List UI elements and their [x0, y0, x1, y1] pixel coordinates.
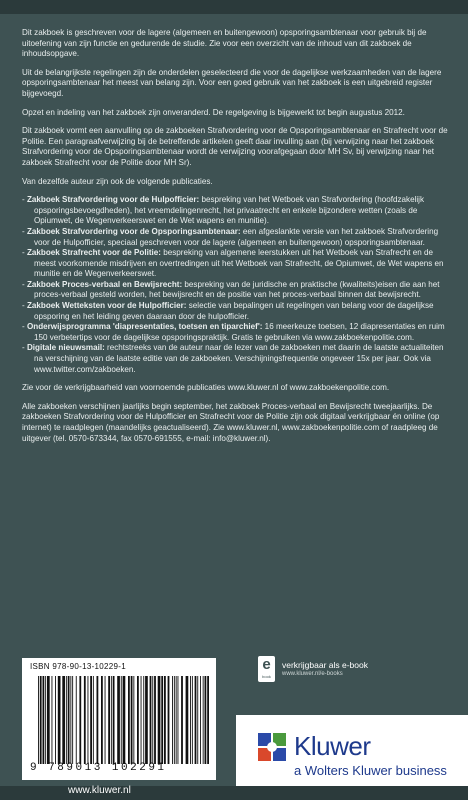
- publication-item: - Zakboek Wetteksten voor de Hulpofficier: selectie van bepalingen uit regelingen van belang voor de dagelijkse opsporing en het leiding geven daaraan door de hulpofficier.: [22, 301, 434, 321]
- publication-title: Zakboek Strafvordering voor de Hulpofficier:: [26, 195, 200, 205]
- ean-number: 9 789013 102291: [30, 762, 167, 774]
- barcode-bar: [66, 676, 67, 764]
- barcode-bar: [70, 676, 71, 764]
- publication-item: - Zakboek Strafrecht voor de Politie: bespreking van algemene leerstukken uit het Wetboek van Strafrecht en de meest voorkomende misdrijven en overtredingen uit het Wetboek van Strafrecht, de Opiumwet, de Wet wapens en munitie en de Wegenverkeerswet.: [22, 248, 444, 279]
- barcode-bar: [45, 676, 46, 764]
- publications-intro: Van dezelfde auteur zijn ook de volgende publicaties.: [22, 176, 213, 186]
- barcode-bar: [178, 676, 179, 764]
- barcode-bar: [150, 676, 152, 764]
- top-band: [0, 0, 468, 14]
- publication-title: Onderwijsprogramma 'diapresentaties, toetsen en tiparchief':: [26, 322, 263, 332]
- ebook-icon-letter: e: [262, 656, 271, 673]
- barcode-bar: [76, 676, 77, 764]
- barcode-bar: [186, 676, 189, 764]
- publication-title: Digitale nieuwsmail:: [26, 343, 105, 353]
- barcode-bar: [131, 676, 133, 764]
- barcode-bar: [84, 676, 86, 764]
- barcode-bar: [88, 676, 89, 764]
- barcode: [38, 676, 210, 764]
- barcode-bar: [128, 676, 130, 764]
- barcode-bar: [113, 676, 115, 764]
- barcode-bar: [58, 676, 61, 764]
- website-url: www.kluwer.nl: [68, 785, 131, 796]
- cover-text: [22, 28, 452, 452]
- publication-item: - Zakboek Strafvordering voor de Opsporingsambtenaar: een afgeslankte versie van het zakboek Strafvordering voor de Hulpofficier, speciaal geschreven voor de lagere (algemeen en buitengewoon) opsporingsambtenaar.: [22, 226, 439, 247]
- publication-title: Zakboek Strafrecht voor de Politie:: [26, 248, 161, 258]
- barcode-bar: [137, 676, 139, 764]
- barcode-bar: [164, 676, 166, 764]
- barcode-bar: [197, 676, 198, 764]
- publication-item: - Onderwijsprogramma 'diapresentaties, toetsen en tiparchief': 16 meerkeuze toetsen, 12 diapresentaties en ruim 150 verbetertips voor de dagelijkse opsporingspraktijk. Gratis te gebruiken via www.zakboekenpolitie.com.: [22, 322, 445, 342]
- publication-text: een afgeslankte versie van het zakboek Strafvordering voor de Hulpofficier, speciaal geschreven voor de lagere (algemeen en buitengewoon) opsporingsambtenaar.: [34, 226, 439, 247]
- kluwer-logo-icon: [258, 733, 286, 761]
- publication-item: - Digitale nieuwsmail: rechtstreeks van de auteur naar de lezer van de zakboeken met daarin de laatste actualiteiten na verschijning van de laatste editie van de zakboeken. Verschijningsfrequentie ongeveer 15x per jaar. Ook via www.twitter.com/zakboeken.: [22, 343, 444, 374]
- barcode-bar: [143, 676, 144, 764]
- barcode-bar: [168, 676, 170, 764]
- barcode-bar: [205, 676, 207, 764]
- ebook-icon-label: book: [262, 674, 271, 679]
- publication-title: Zakboek Strafvordering voor de Opsporingsambtenaar:: [26, 226, 241, 236]
- publisher-tagline: a Wolters Kluwer business: [294, 763, 447, 778]
- intro-paragraph-1: Dit zakboek is geschreven voor de lagere (algemeen en buitengewoon) opsporingsambtenaar voor gebruik bij de uitoefening van zijn functie en gedurende de studie. Zie voor een overzicht van de inhoud van dit zakboek de inhoudsopgave.: [22, 28, 427, 59]
- intro-paragraph-2: Uit de belangrijkste regelingen zijn de onderdelen geselecteerd die voor de dagelijkse werkzaamheden van de lagere opsporingsambtenaar het meest van belang zijn. Voor een goed gebruik van het zakboek is een uitgebreid register bijgevoegd.: [22, 67, 442, 98]
- ebook-notice: [258, 656, 458, 686]
- intro-paragraph-4: Dit zakboek vormt een aanvulling op de zakboeken Strafvordering voor de Opsporingsambtenaar en Strafrecht voor de Politie. Een paragraafverwijzing bij de betreffende artikelen geeft daar invulling aan (bij verwijzing naar het zakboek Strafvordering voor de Opsporingsambtenaar wordt de verwijzing voorafgegaan door MH Sv, bij verwijzing naar het zakboek Strafrecht voor de Politie door MH Sr).: [22, 126, 448, 167]
- barcode-bar: [47, 676, 50, 764]
- publications-list: [22, 195, 452, 375]
- barcode-bar: [43, 676, 45, 764]
- barcode-bar: [192, 676, 193, 764]
- publication-text: bespreking van de juridische en praktische (kwaliteits)eisen die aan het proces-verbaal gesteld worden, het bewijsrecht en de positie van het proces-verbaal binnen dat bewijsrecht.: [34, 279, 440, 300]
- publication-text: 16 meerkeuze toetsen, 12 diapresentaties en ruim 150 verbetertips voor de dagelijkse opsporingspraktijk. Gratis te gebruiken via www.zakboekenpolitie.com.: [34, 322, 445, 342]
- publication-item: - Zakboek Proces-verbaal en Bewijsrecht: bespreking van de juridische en praktische (kwaliteits)eisen die aan het proces-verbaal gesteld worden, het bewijsrecht en de positie van het proces-verbaal binnen dat bewijsrecht.: [22, 279, 440, 300]
- publication-title: Zakboek Proces-verbaal en Bewijsrecht:: [26, 279, 183, 289]
- outro-paragraph-2: Alle zakboeken verschijnen jaarlijks begin september, het zakboek Proces-verbaal en Bewijsrecht tweejaarlijks. De zakboeken Strafvordering voor de Hulpofficier en Strafrecht voor de Politie zijn ook digitaal verkrijgbaar én online (op internet) te raadplegen (maandelijks geactualiseerd). Zie www.kluwer.nl, www.zakboekenpolitie.com of raadpleeg de uitgever (tel. 0570-673344, fax 0570-691555, e-mail: info@kluwer.nl).: [22, 401, 440, 443]
- barcode-bar: [72, 676, 73, 764]
- barcode-bar: [195, 676, 197, 764]
- barcode-bar: [55, 676, 56, 764]
- barcode-bar: [101, 676, 103, 764]
- barcode-bar: [123, 676, 126, 764]
- publication-text: bespreking van het Wetboek van Strafvordering (hoofdzakelijk opsporingsbevoegdheden), het vreemdelingenrecht, het privaatrecht en enkele bijzondere wetten (zoals de Opiumwet, de Wegenverkeerswet en de Wet wapens en munitie).: [34, 195, 425, 226]
- barcode-bar: [176, 676, 177, 764]
- barcode-bar: [190, 676, 191, 764]
- barcode-bar: [93, 676, 94, 764]
- barcode-bar: [38, 676, 39, 764]
- barcode-bar: [158, 676, 161, 764]
- ebook-url: www.kluwer.nl/e-books: [282, 671, 343, 677]
- barcode-bar: [52, 676, 53, 764]
- intro-paragraph-3: Opzet en indeling van het zakboek zijn onveranderd. De regelgeving is bijgewerkt tot begin augustus 2012.: [22, 107, 405, 117]
- ebook-icon: [258, 656, 275, 682]
- barcode-bar: [40, 676, 42, 764]
- publisher-name: Kluwer: [294, 731, 371, 761]
- barcode-bar: [203, 676, 204, 764]
- barcode-bar: [97, 676, 99, 764]
- barcode-bar: [200, 676, 201, 764]
- barcode-bar: [161, 676, 163, 764]
- barcode-bar: [111, 676, 112, 764]
- publication-item: - Zakboek Strafvordering voor de Hulpofficier: bespreking van het Wetboek van Strafvordering (hoofdzakelijk opsporingsbevoegdheden), het vreemdelingenrecht, het privaatrecht en enkele bijzondere wetten (zoals de Opiumwet, de Wegenverkeerswet en de Wet wapens en munitie).: [22, 195, 425, 226]
- barcode-bar: [172, 676, 173, 764]
- barcode-bar: [108, 676, 110, 764]
- barcode-bar: [105, 676, 106, 764]
- publication-text: rechtstreeks van de auteur naar de lezer van de zakboeken met daarin de laatste actualiteiten na verschijning van de laatste editie van de zakboeken. Verschijningsfrequentie ongeveer 15x per jaar. Ook via www.twitter.com/zakboeken.: [34, 343, 444, 374]
- barcode-bar: [68, 676, 70, 764]
- barcode-bar: [121, 676, 122, 764]
- publication-text: selectie van bepalingen uit regelingen van belang voor de dagelijkse opsporing en het leiding geven daaraan door de hulpofficier.: [34, 301, 434, 321]
- ebook-title: verkrijgbaar als e-book: [282, 660, 368, 670]
- barcode-bar: [207, 676, 209, 764]
- barcode-bar: [154, 676, 156, 764]
- barcode-bar: [181, 676, 183, 764]
- barcode-bar: [141, 676, 142, 764]
- barcode-bar: [90, 676, 92, 764]
- barcode-bar: [152, 676, 153, 764]
- barcode-bar: [133, 676, 134, 764]
- isbn-label: ISBN 978-90-13-10229-1: [30, 662, 126, 671]
- barcode-bar: [145, 676, 148, 764]
- publication-text: bespreking van algemene leerstukken uit het Wetboek van Strafrecht en de meest voorkomende misdrijven en overtredingen uit het Wetboek van Strafrecht, de Opiumwet, de Wet wapens en munitie en de Wegenverkeerswet.: [34, 248, 444, 279]
- barcode-panel: [22, 658, 216, 780]
- publication-title: Zakboek Wetteksten voor de Hulpofficier:: [26, 301, 187, 311]
- barcode-bar: [79, 676, 81, 764]
- barcode-bar: [174, 676, 175, 764]
- barcode-bar: [62, 676, 65, 764]
- outro-paragraph-1: Zie voor de verkrijgbaarheid van voornoemde publicaties www.kluwer.nl of www.zakboekenpolitie.com.: [22, 383, 390, 393]
- barcode-bar: [117, 676, 120, 764]
